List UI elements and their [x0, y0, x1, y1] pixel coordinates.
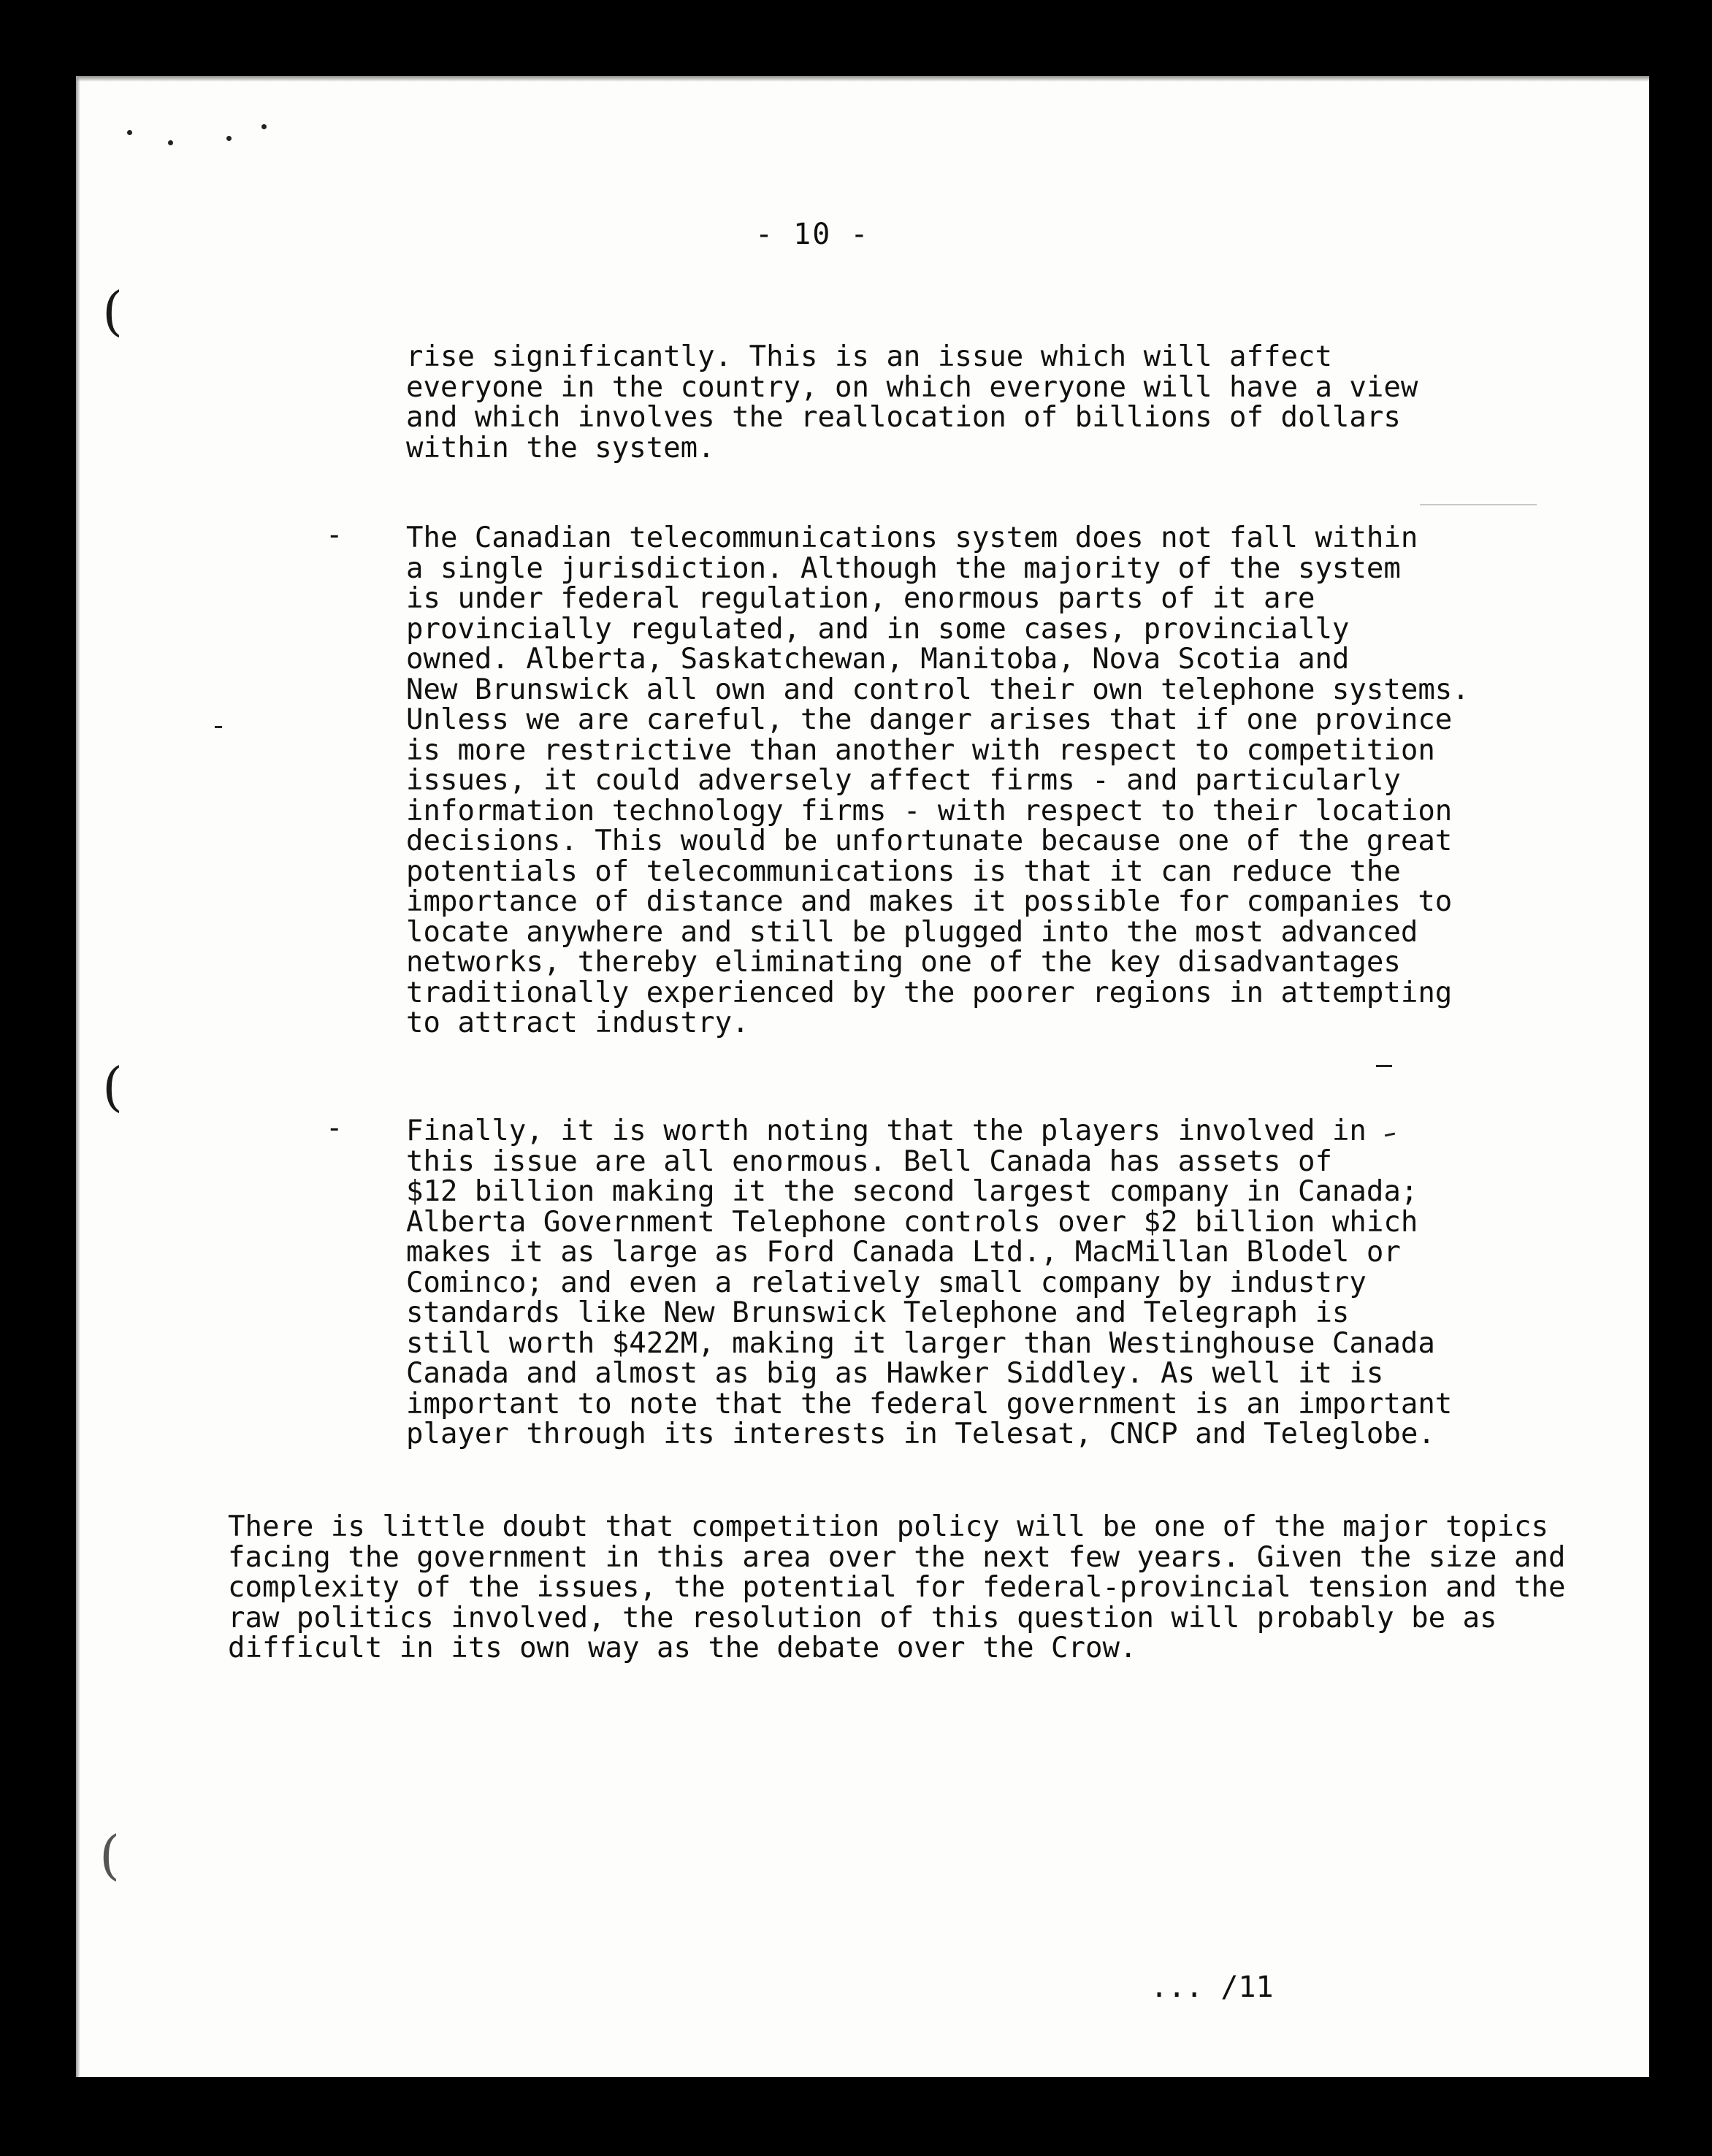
text-line: decisions. This would be unfortunate because one of the great — [406, 825, 1453, 857]
text-line: Unless we are careful, the danger arises that if one province — [406, 703, 1453, 736]
text-line: to attract industry. — [406, 1006, 749, 1039]
paragraph-jurisdiction — [406, 523, 1470, 1039]
page-edge-shadow-top — [76, 76, 1649, 82]
text-line: is under federal regulation, enormous parts of it are — [406, 582, 1315, 615]
text-line: this issue are all enormous. Bell Canada has assets of — [406, 1144, 1332, 1178]
binder-hole-top: ( — [102, 280, 123, 342]
paragraph-conclusion — [228, 1512, 1565, 1664]
bullet-dash: - — [326, 1112, 343, 1144]
text-line: There is little doubt that competition policy will be one of the major topics — [228, 1510, 1548, 1543]
text-line: a single jurisdiction. Although the majority of the system — [406, 551, 1401, 585]
text-line: Finally, it is worth noting that the players involved in — [406, 1115, 1367, 1147]
scan-speck — [261, 124, 267, 129]
text-line: The Canadian telecommunications system does not fall within — [406, 521, 1418, 554]
scan-mark — [215, 726, 222, 728]
scan-speck — [226, 136, 232, 141]
text-line: potentials of telecommunications is that it can reduce the — [406, 855, 1401, 888]
text-line: facing the government in this area over the next few years. Given the size and — [228, 1540, 1566, 1574]
text-line: Canada and almost as big as Hawker Siddley. As well it is — [406, 1357, 1384, 1390]
bullet-dash: - — [326, 519, 343, 551]
text-line: is more restrictive than another with respect to competition — [406, 733, 1435, 767]
text-line: rise significantly. This is an issue which will affect — [406, 340, 1332, 373]
text-line: Alberta Government Telephone controls over $2 billion which — [406, 1205, 1418, 1239]
text-line: provincially regulated, and in some cases, provincially — [406, 612, 1350, 646]
text-line: difficult in its own way as the debate over the Crow. — [228, 1632, 1137, 1664]
paragraph-players — [406, 1116, 1452, 1450]
paragraph-continuation — [406, 342, 1418, 463]
text-line: networks, thereby eliminating one of the key disadvantages — [406, 946, 1401, 979]
page-edge-shadow-left — [76, 76, 80, 2077]
text-line: importance of distance and makes it possible for companies to — [406, 885, 1453, 918]
scan-speck — [127, 130, 132, 135]
binder-hole-middle: ( — [102, 1056, 123, 1117]
text-line: standards like New Brunswick Telephone and Telegraph is — [406, 1296, 1350, 1329]
text-line: locate anywhere and still be plugged into the most advanced — [406, 915, 1418, 949]
page-number: - 10 - — [755, 218, 870, 251]
scan-mark — [1376, 1065, 1392, 1067]
text-line: traditionally experienced by the poorer regions in attempting — [406, 976, 1453, 1009]
text-line: complexity of the issues, the potential for federal-provincial tension and the — [228, 1571, 1566, 1604]
text-line: New Brunswick all own and control their own telephone systems. — [406, 673, 1470, 706]
text-line: raw politics involved, the resolution of this question will probably be as — [228, 1601, 1497, 1635]
scan-rule — [1420, 504, 1537, 505]
scan-speck — [168, 140, 173, 145]
document-page — [76, 76, 1649, 2077]
text-line: information technology firms - with respect to their location — [406, 794, 1453, 827]
text-line: and which involves the reallocation of billions of dollars — [406, 401, 1401, 434]
text-line: within the system. — [406, 431, 715, 465]
text-line: Cominco; and even a relatively small company by industry — [406, 1266, 1367, 1299]
binder-hole-bottom: ( — [99, 1824, 121, 1886]
text-line: makes it as large as Ford Canada Ltd., MacMillan Blodel or — [406, 1236, 1401, 1269]
text-line: important to note that the federal government is an important — [406, 1387, 1453, 1421]
text-line: everyone in the country, on which everyone will have a view — [406, 370, 1418, 404]
text-line: $12 billion making it the second largest company in Canada; — [406, 1175, 1418, 1208]
text-line: issues, it could adversely affect firms - and particularly — [406, 764, 1401, 797]
text-line: still worth $422M, making it larger than Westinghouse Canada — [406, 1326, 1435, 1360]
text-line: player through its interests in Telesat, CNCP and Teleglobe. — [406, 1418, 1435, 1450]
text-line: owned. Alberta, Saskatchewan, Manitoba, Nova Scotia and — [406, 643, 1350, 676]
next-page-marker: ... /11 — [1150, 1970, 1274, 2004]
